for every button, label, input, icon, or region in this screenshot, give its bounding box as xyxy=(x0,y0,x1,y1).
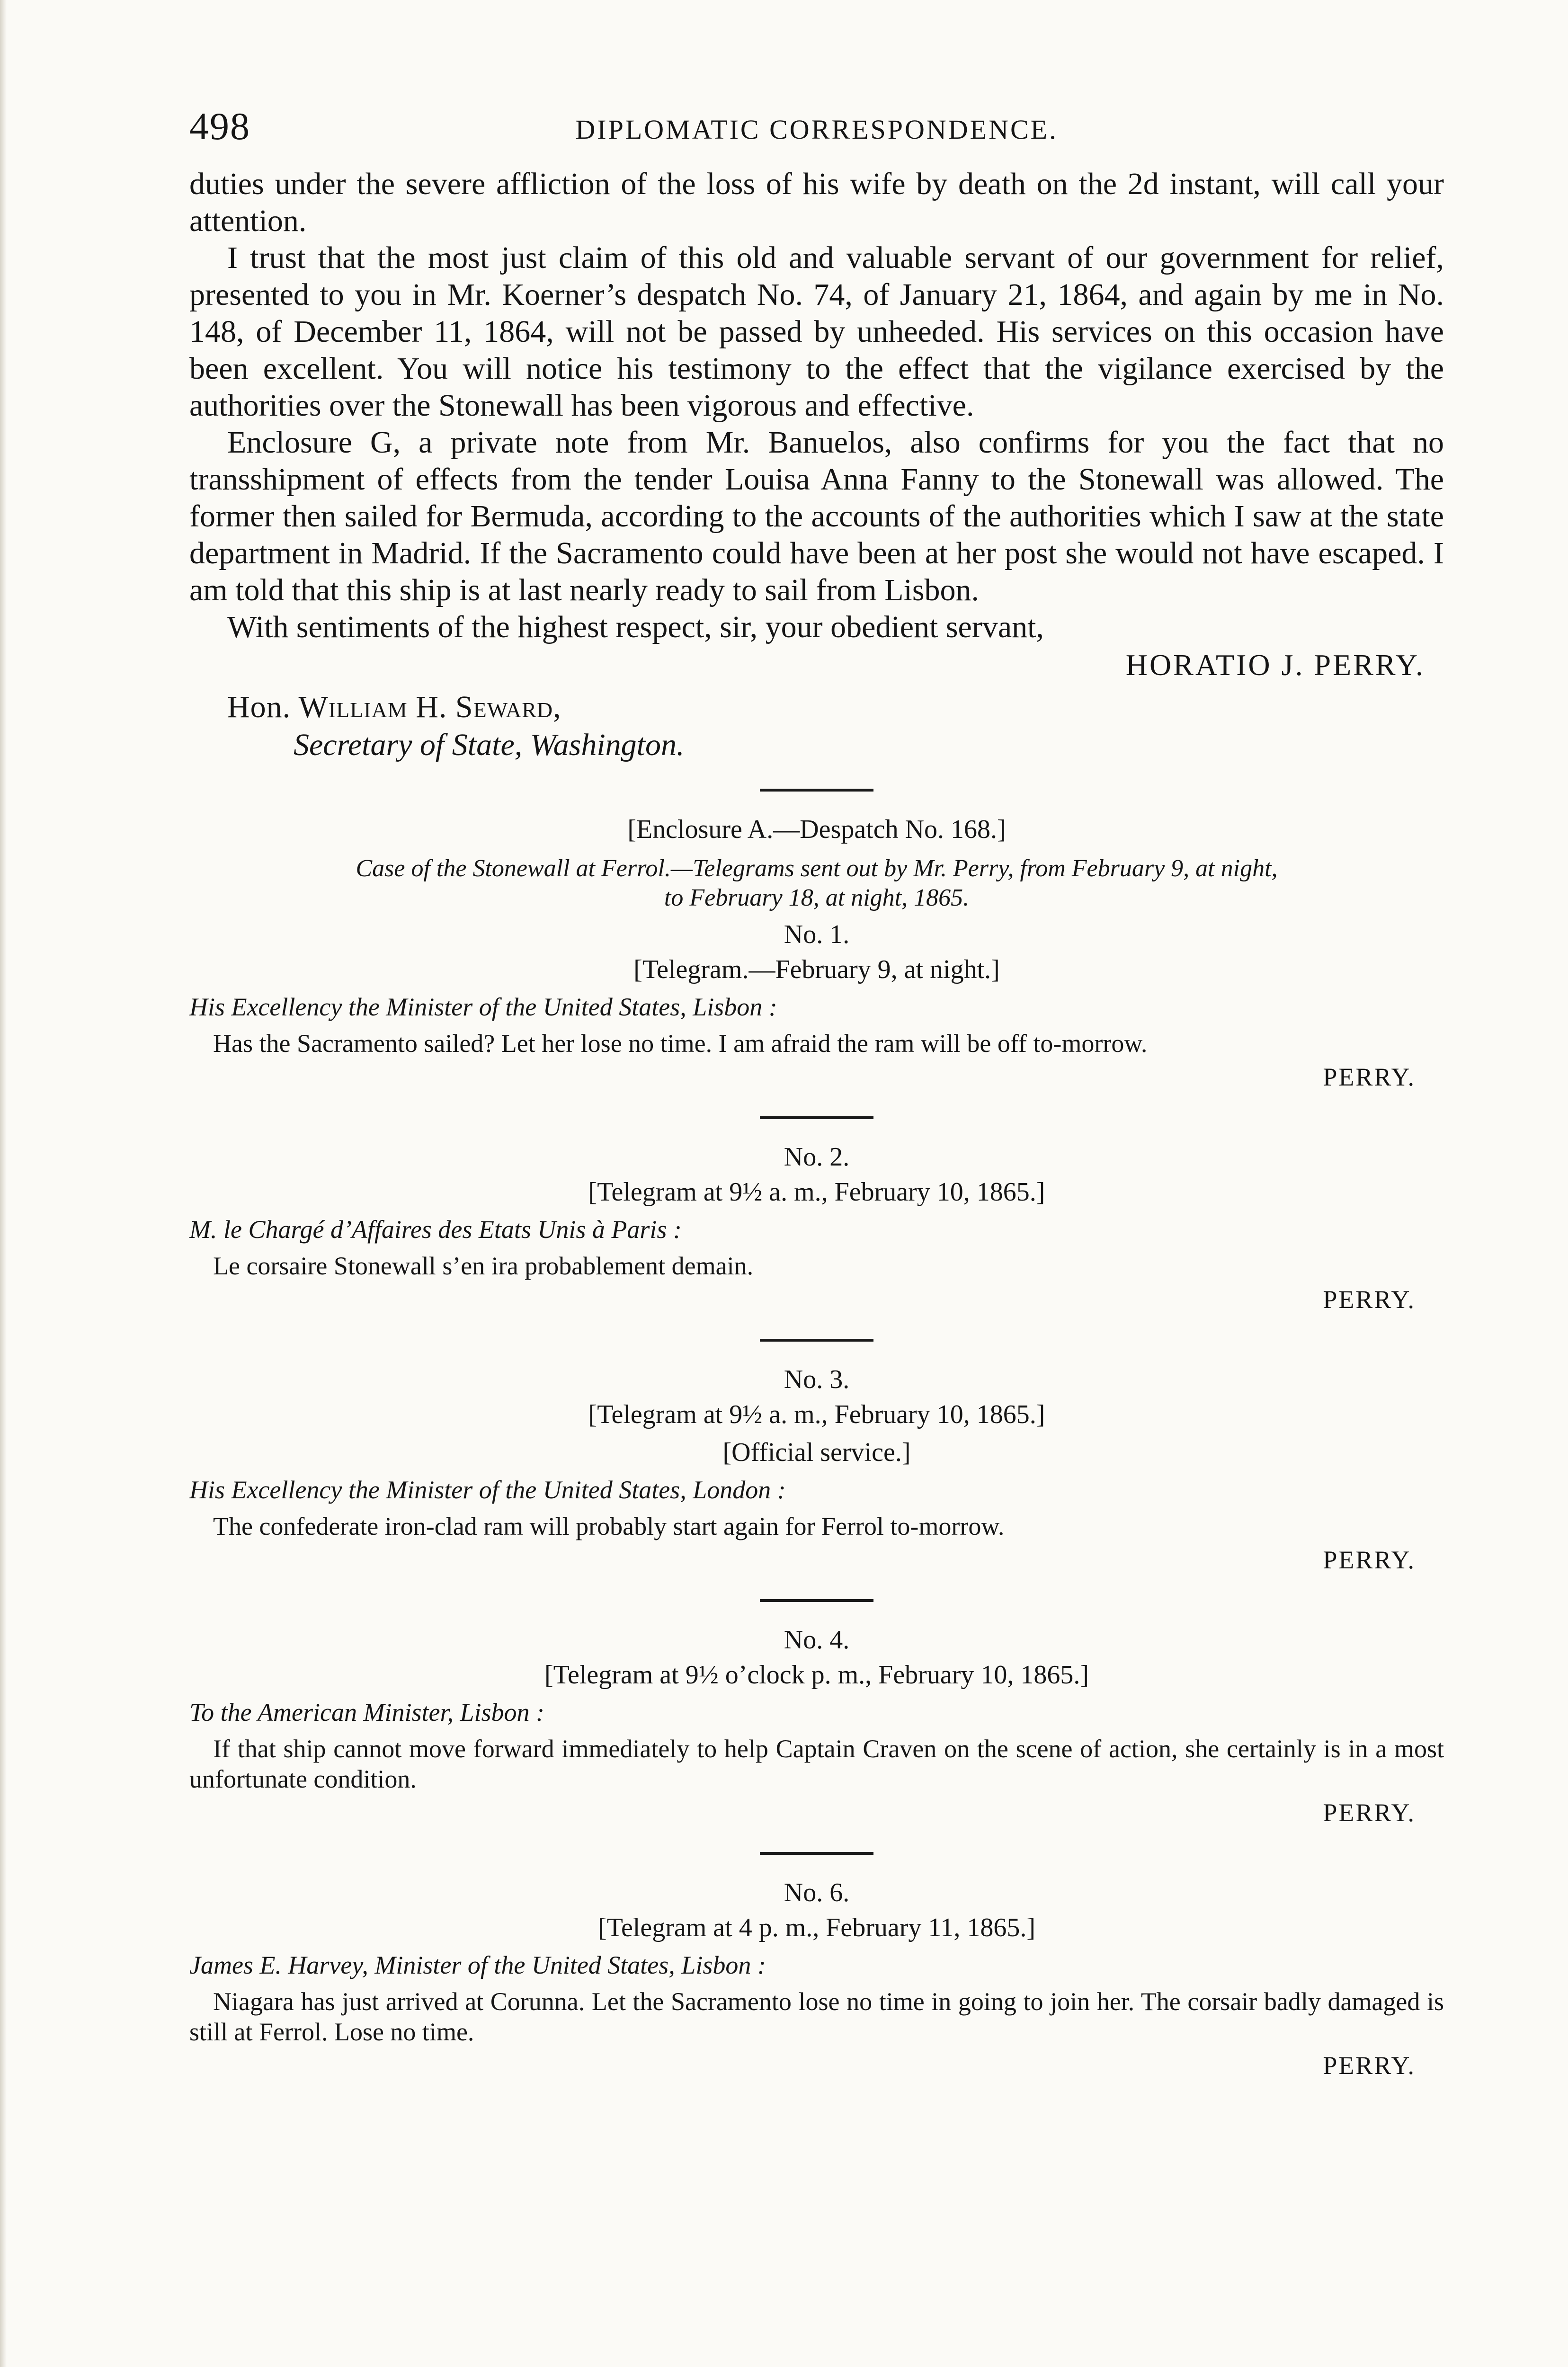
letter-paragraph: I trust that the most just claim of this old and valuable servant of our government for relief, presented to you in Mr. Koerner’s despatch No. 74, of January 21, 1864, and again by me in No. 148, of December 11, 1864, will not be passed by unheeded. His services on this occasion have been excellent. You will notice his testimony to the effect that the vigilance exercised by the authorities over the Stonewall has been vigorous and effective. xyxy=(189,240,1444,423)
addressee-name-part: Hon. W xyxy=(227,690,329,724)
telegram-body: If that ship cannot move forward immediately to help Captain Craven on the scene of action, she certainly is in a most unfortunate condition. xyxy=(189,1735,1444,1793)
letter-body xyxy=(189,166,1444,684)
document-page xyxy=(189,95,1444,2080)
addressee-name-part: , xyxy=(553,690,561,724)
letter-paragraph: duties under the severe affliction of the loss of his wife by death on the 2d instant, will call your attention. xyxy=(189,167,1444,238)
telegram-signature: PERRY. xyxy=(1323,1063,1416,1091)
telegram-recipient: M. le Chargé d’Affaires des Etats Unis à Paris : xyxy=(189,1215,682,1244)
section-divider xyxy=(760,1599,873,1602)
section-divider xyxy=(760,1852,873,1855)
case-title-line: to February 18, at night, 1865. xyxy=(664,884,970,911)
telegram-body: The confederate iron-clad ram will probably start again for Ferrol to-morrow. xyxy=(213,1512,1005,1540)
running-title: DIPLOMATIC CORRESPONDENCE. xyxy=(575,114,1058,145)
telegram-recipient: To the American Minister, Lisbon : xyxy=(189,1698,545,1726)
telegram-number: No. 4. xyxy=(784,1625,850,1655)
telegram-number: No. 3. xyxy=(784,1365,850,1394)
addressee-name-part: H. S xyxy=(407,690,473,724)
addressee-name xyxy=(227,688,1444,726)
telegram-service-note: [Official service.] xyxy=(722,1438,911,1467)
telegram-number: No. 1. xyxy=(784,920,850,949)
telegram-meta: [Telegram at 9½ a. m., February 10, 1865.] xyxy=(588,1400,1045,1429)
telegram xyxy=(189,1878,1444,2080)
letter-closing: With sentiments of the highest respect, sir, your obedient servant, xyxy=(227,610,1044,644)
telegram-meta: [Telegram at 9½ a. m., February 10, 1865.] xyxy=(588,1177,1045,1207)
telegram xyxy=(189,919,1444,1092)
enclosure-label: [Enclosure A.—Despatch No. 168.] xyxy=(627,815,1006,844)
telegram-recipient: His Excellency the Minister of the United States, Lisbon : xyxy=(189,993,777,1021)
telegram-meta: [Telegram.—February 9, at night.] xyxy=(633,955,1000,984)
telegram-recipient: James E. Harvey, Minister of the United States, Lisbon : xyxy=(189,1951,766,1979)
telegram xyxy=(189,1142,1444,1314)
addressee-name-part: eward xyxy=(473,690,553,724)
telegram-body: Has the Sacramento sailed? Let her lose no time. I am afraid the ram will be off to-morrow. xyxy=(213,1029,1148,1058)
case-title-line: Case of the Stonewall at Ferrol.—Telegrams sent out by Mr. Perry, from February 9, at night, xyxy=(356,855,1278,882)
page-number: 498 xyxy=(189,105,250,148)
telegram-number: No. 6. xyxy=(784,1878,850,1907)
telegram-signature: PERRY. xyxy=(1323,1546,1416,1574)
section-divider xyxy=(760,1116,873,1119)
telegram-signature: PERRY. xyxy=(1323,1798,1416,1827)
section-divider xyxy=(760,789,873,792)
page-edge-shadow xyxy=(0,0,7,2367)
telegram xyxy=(189,1364,1444,1575)
telegram-signature: PERRY. xyxy=(1323,1285,1416,1314)
page-header xyxy=(189,95,1444,166)
addressee-office: Secretary of State, Washington. xyxy=(294,728,685,762)
case-title xyxy=(189,854,1444,913)
telegram-signature: PERRY. xyxy=(1323,2051,1416,2080)
letter-signature: HORATIO J. PERRY. xyxy=(1125,648,1425,682)
telegram-number: No. 2. xyxy=(784,1142,850,1172)
addressee-name-part: illiam xyxy=(328,690,408,724)
telegram-body: Le corsaire Stonewall s’en ira probablement demain. xyxy=(213,1252,754,1280)
section-divider xyxy=(760,1339,873,1342)
letter-addressee xyxy=(227,688,1444,764)
telegram xyxy=(189,1625,1444,1827)
letter-paragraph: Enclosure G, a private note from Mr. Banuelos, also confirms for you the fact that no transshipment of effects from the tender Louisa Anna Fanny to the Stonewall was allowed. The former then sailed for Bermuda, according to the accounts of the authorities which I saw at the state department in Madrid. If the Sacramento could have been at her post she would not have escaped. I am told that this ship is at last nearly ready to sail from Lisbon. xyxy=(189,425,1444,607)
telegram-recipient: His Excellency the Minister of the United States, London : xyxy=(189,1476,786,1504)
telegram-meta: [Telegram at 4 p. m., February 11, 1865.] xyxy=(598,1913,1035,1942)
telegram-body: Niagara has just arrived at Corunna. Let the Sacramento lose no time in going to join her. The corsair badly damaged is still at Ferrol. Lose no time. xyxy=(189,1987,1444,2046)
telegram-meta: [Telegram at 9½ o’clock p. m., February 10, 1865.] xyxy=(544,1660,1089,1690)
